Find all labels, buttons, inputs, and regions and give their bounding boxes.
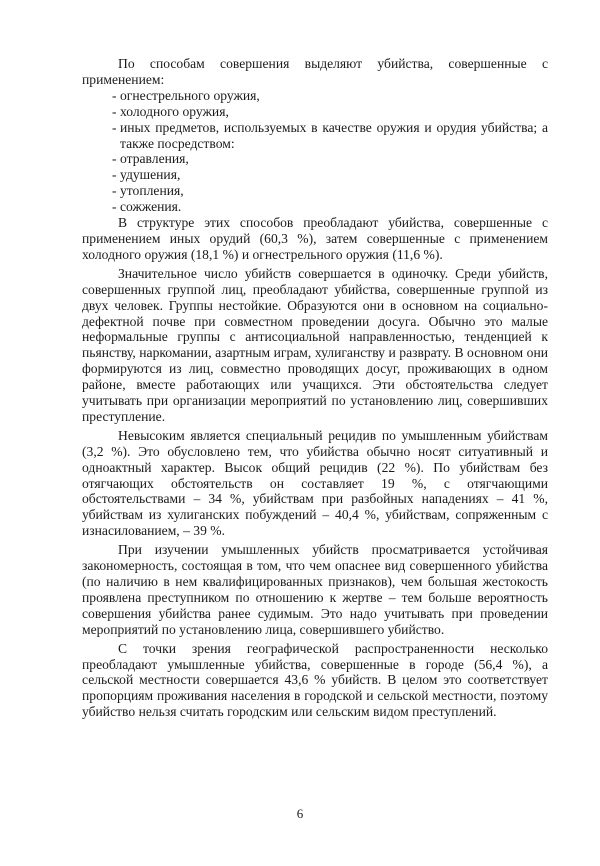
list-item-text: холодного оружия,	[120, 103, 229, 119]
paragraph-group-killings: Значительное число убийств совершается в одиночку. Среди убийств, совершенных группой лиц, преобладают убийства, совершенные группой из двух человек. Группы нестойкие. Образуются они в основном на социально-дефектной почве при совместном проведении досуга. Обычно это малые неформальные группы с антисоциальной направленностью, тенденцией к пьянству, наркомании, азартным играм, хулиганству и разврату. В основном они формируются из лиц, совместно проводящих досуг, проживающих в одном районе, вместе работающих или учащихся. Эти обстоятельства следует учитывать при организации мероприятий по установлению лиц, совершивших преступление.	[82, 265, 548, 424]
list-item	[82, 151, 548, 167]
document-body	[82, 56, 548, 720]
list-dash: -	[112, 167, 117, 183]
list-item	[82, 199, 548, 215]
list-item-text: сожжения.	[120, 199, 182, 215]
list-dash: -	[112, 199, 117, 215]
list-item-text: утопления,	[120, 183, 184, 199]
list-dash: -	[112, 119, 117, 135]
list-dash: -	[112, 103, 117, 119]
list-item	[82, 104, 548, 120]
list-item-text: удушения,	[120, 167, 181, 183]
intro-paragraph: По способам совершения выделяют убийства, совершенные с применением:	[82, 56, 548, 87]
paragraph-geography: С точки зрения географической распространенности несколько преобладают умышленные убийства, совершенные в городе (56,4 %), а сельской местности совершается 43,6 % убийств. В целом это соответствует пропорциям проживания населения в городской и сельской местности, поэтому убийство нельзя считать городским или сельским видом преступлений.	[82, 640, 548, 720]
list-item-text: огнестрельного оружия,	[120, 87, 260, 103]
list-item	[82, 88, 548, 104]
paragraph-methods-structure: В структуре этих способов преобладают убийства, совершенные с применением иных орудий (60,3 %), затем совершенные с применением холодного оружия (18,1 %) и огнестрельного оружия (11,6 %).	[82, 215, 548, 262]
page-number: 6	[296, 806, 304, 821]
list-item-text: отравления,	[120, 151, 189, 167]
paragraph-regularity: При изучении умышленных убийств просматривается устойчивая закономерность, состоящая в том, что чем опаснее вид совершенного убийства (по наличию в нем квалифицированных признаков), чем большая жестокость проявлена преступником по отношению к жертве – тем больше вероятность совершения убийства ранее судимым. Это надо учитывать при проведении мероприятий по установлению лица, совершившего убийство.	[82, 542, 548, 637]
list-item	[82, 167, 548, 183]
list-item	[82, 183, 548, 199]
list-dash: -	[112, 87, 117, 103]
list-dash: -	[112, 183, 117, 199]
list-item-text: иных предметов, используемых в качестве оружия и орудия убийства; а также посредством:	[120, 119, 548, 151]
methods-by-list	[82, 151, 548, 215]
list-dash: -	[112, 151, 117, 167]
list-item	[82, 120, 548, 152]
methods-with-list	[82, 88, 548, 152]
paragraph-recidivism: Невысоким является специальный рецидив по умышленным убийствам (3,2 %). Это обусловлено тем, что убийства обычно носят ситуативный и одноактный характер. Высок общий рецидив (22 %). По убийствам без отягчающих обстоятельств он составляет 19 %, с отягчающими обстоятельствами – 34 %, убийствам при разбойных нападениях – 41 %, убийствам из хулиганских побуждений – 40,4 %, убийствам, сопряженным с изнасилованием, – 39 %.	[82, 427, 548, 539]
